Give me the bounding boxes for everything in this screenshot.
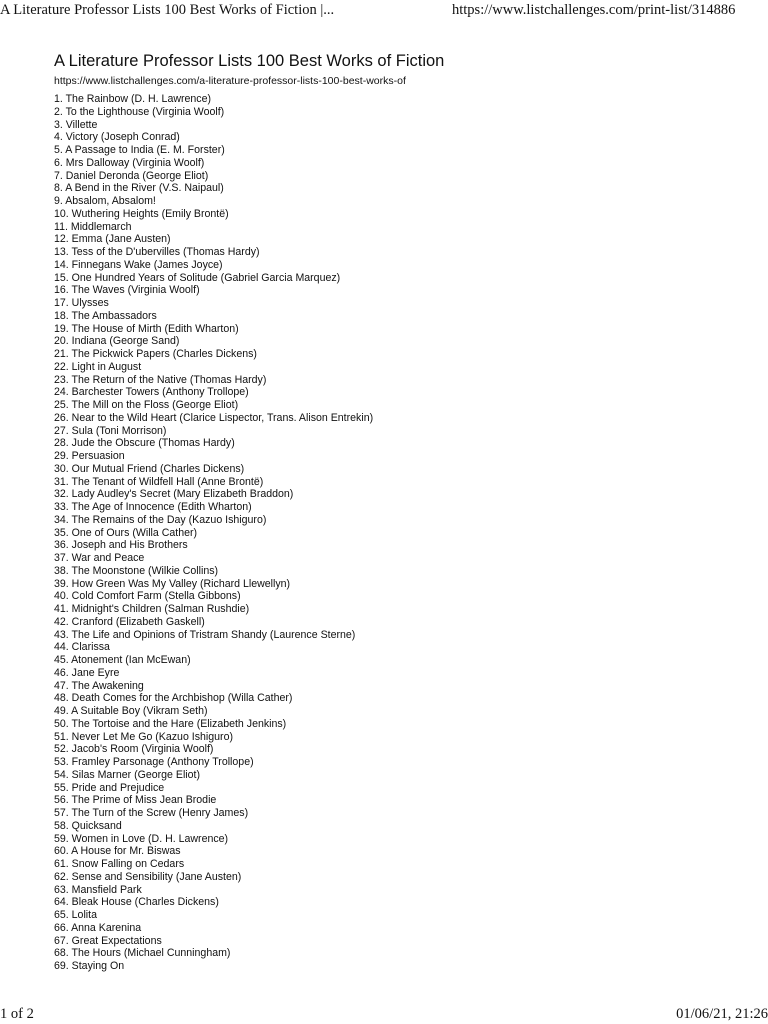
list-item: 49. A Suitable Boy (Vikram Seth): [54, 705, 208, 717]
page-number: 1 of 2: [0, 1006, 34, 1022]
print-timestamp: 01/06/21, 21:26: [676, 1006, 768, 1022]
list-item: 51. Never Let Me Go (Kazuo Ishiguro): [54, 730, 234, 743]
print-header-title: A Literature Professor Lists 100 Best Works of Fiction |...: [0, 2, 335, 18]
book-list: [54, 93, 373, 973]
list-item: 34. The Remains of the Day (Kazuo Ishiguro): [54, 513, 267, 526]
list-item: 16. The Waves (Virginia Woolf): [54, 284, 200, 297]
list-item: 5. A Passage to India (E. M. Forster): [54, 144, 225, 156]
list-item: 40. Cold Comfort Farm (Stella Gibbons): [54, 590, 241, 603]
list-item: 29. Persuasion: [54, 450, 125, 462]
list-item: 63. Mansfield Park: [54, 883, 142, 896]
list-item: 41. Midnight's Children (Salman Rushdie): [54, 603, 250, 615]
list-item: 31. The Tenant of Wildfell Hall (Anne Brontë): [54, 475, 264, 488]
list-item: 65. Lolita: [54, 909, 97, 921]
list-item: 39. How Green Was My Valley (Richard Llewellyn): [54, 577, 291, 590]
list-item: 32. Lady Audley's Secret (Mary Elizabeth Braddon): [54, 488, 294, 501]
list-item: 30. Our Mutual Friend (Charles Dickens): [54, 462, 245, 475]
list-item: 68. The Hours (Michael Cunningham): [54, 947, 231, 960]
list-item: 3. Villette: [54, 118, 98, 131]
print-header-url: https://www.listchallenges.com/print-list/314886: [452, 2, 736, 18]
list-item: 44. Clarissa: [54, 641, 110, 654]
list-item: 50. The Tortoise and the Hare (Elizabeth Jenkins): [54, 717, 287, 730]
list-item: 61. Snow Falling on Cedars: [54, 858, 185, 870]
list-item: 53. Framley Parsonage (Anthony Trollope): [54, 756, 254, 768]
list-item: 62. Sense and Sensibility (Jane Austen): [54, 870, 242, 883]
list-item: 64. Bleak House (Charles Dickens): [54, 896, 219, 909]
list-item: 42. Cranford (Elizabeth Gaskell): [54, 615, 205, 628]
list-item: 27. Sula (Toni Morrison): [54, 424, 167, 437]
list-item: 58. Quicksand: [54, 819, 122, 832]
print-footer: [0, 1004, 768, 1024]
list-item: 8. A Bend in the River (V.S. Naipaul): [54, 182, 224, 195]
list-item: 19. The House of Mirth (Edith Wharton): [54, 322, 239, 335]
list-item: 9. Absalom, Absalom!: [54, 195, 156, 207]
list-item: 67. Great Expectations: [54, 934, 162, 947]
list-item: 35. One of Ours (Willa Cather): [54, 526, 198, 539]
list-item: 57. The Turn of the Screw (Henry James): [54, 807, 249, 819]
page-url: https://www.listchallenges.com/a-literature-professor-lists-100-best-works-of: [54, 75, 406, 87]
list-item: 54. Silas Marner (George Eliot): [54, 768, 201, 781]
list-item: 18. The Ambassadors: [54, 309, 157, 322]
list-item: 38. The Moonstone (Wilkie Collins): [54, 564, 219, 577]
list-item: 17. Ulysses: [54, 297, 109, 309]
list-item: 28. Jude the Obscure (Thomas Hardy): [54, 437, 235, 450]
page-title: A Literature Professor Lists 100 Best Works of Fiction: [54, 52, 445, 70]
list-item: 33. The Age of Innocence (Edith Wharton): [54, 501, 252, 513]
list-item: 36. Joseph and His Brothers: [54, 539, 188, 552]
list-item: 26. Near to the Wild Heart (Clarice Lispector, Trans. Alison Entrekin): [54, 411, 374, 424]
list-item: 15. One Hundred Years of Solitude (Gabriel Garcia Marquez): [54, 271, 341, 284]
list-item: 48. Death Comes for the Archbishop (Willa Cather): [54, 692, 293, 705]
list-item: 13. Tess of the D'ubervilles (Thomas Hardy): [54, 246, 260, 258]
list-item: 14. Finnegans Wake (James Joyce): [54, 258, 223, 271]
list-item: 45. Atonement (Ian McEwan): [54, 654, 191, 666]
list-item: 55. Pride and Prejudice: [54, 781, 165, 794]
list-item: 6. Mrs Dalloway (Virginia Woolf): [54, 156, 205, 169]
list-item: 66. Anna Karenina: [54, 921, 142, 934]
list-item: 20. Indiana (George Sand): [54, 335, 180, 348]
list-item: 22. Light in August: [54, 360, 142, 373]
list-item: 10. Wuthering Heights (Emily Brontë): [54, 207, 229, 220]
list-item: 52. Jacob's Room (Virginia Woolf): [54, 743, 214, 756]
list-item: 21. The Pickwick Papers (Charles Dickens): [54, 348, 257, 360]
list-item: 1. The Rainbow (D. H. Lawrence): [54, 93, 212, 105]
list-item: 12. Emma (Jane Austen): [54, 233, 171, 246]
list-item: 24. Barchester Towers (Anthony Trollope): [54, 386, 249, 399]
list-item: 59. Women in Love (D. H. Lawrence): [54, 832, 229, 845]
list-item: 2. To the Lighthouse (Virginia Woolf): [54, 105, 225, 118]
list-item: 7. Daniel Deronda (George Eliot): [54, 169, 209, 182]
list-item: 23. The Return of the Native (Thomas Hardy): [54, 373, 267, 386]
list-item: 37. War and Peace: [54, 552, 145, 564]
list-item: 60. A House for Mr. Biswas: [54, 845, 181, 858]
list-item: 46. Jane Eyre: [54, 666, 120, 679]
list-item: 11. Middlemarch: [54, 220, 132, 233]
list-item: 47. The Awakening: [54, 679, 144, 692]
list-item: 56. The Prime of Miss Jean Brodie: [54, 794, 217, 807]
list-item: 69. Staying On: [54, 960, 125, 972]
list-item: 4. Victory (Joseph Conrad): [54, 131, 180, 144]
list-item: 25. The Mill on the Floss (George Eliot): [54, 399, 239, 411]
print-header: [0, 0, 768, 22]
list-item: 43. The Life and Opinions of Tristram Shandy (Laurence Sterne): [54, 628, 356, 641]
